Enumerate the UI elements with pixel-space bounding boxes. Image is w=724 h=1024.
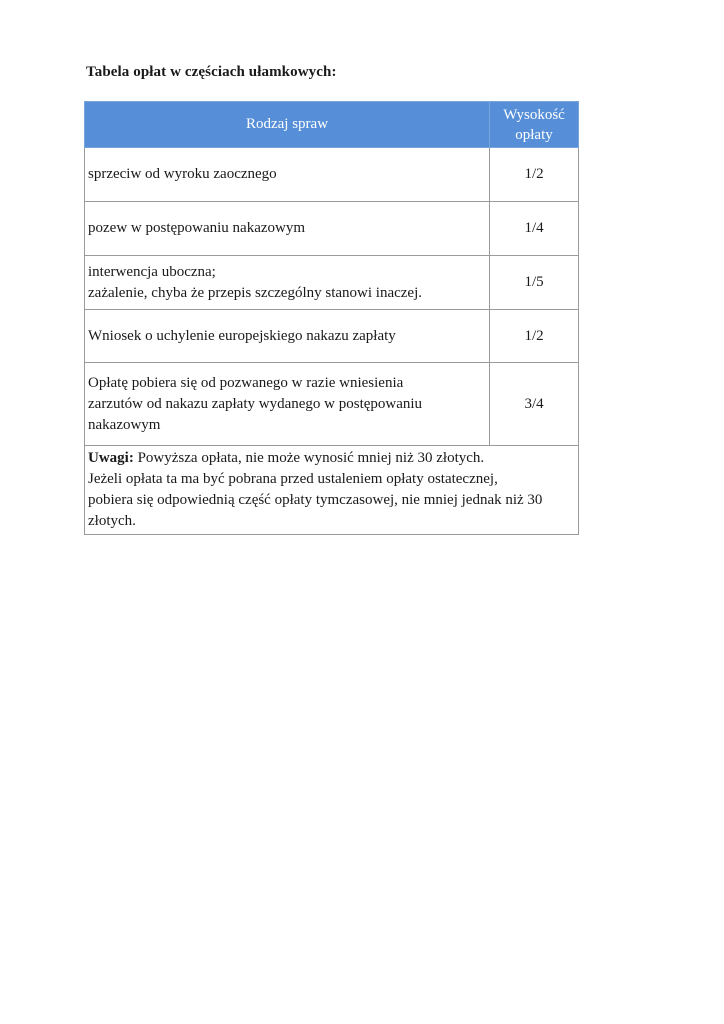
case-type-cell (85, 256, 490, 310)
notes-label: Uwagi: (88, 450, 134, 466)
case-type-text: Wniosek o uchylenie europejskiego nakazu zapłaty (88, 327, 396, 344)
notes-cell (85, 446, 579, 535)
fee-cell: 1/5 (490, 256, 579, 310)
table-row (85, 363, 579, 446)
notes-line (88, 448, 575, 469)
case-type-text: nakazowym (88, 416, 161, 433)
table-row (85, 148, 579, 202)
notes-row (85, 446, 579, 535)
fee-cell: 1/2 (490, 310, 579, 363)
table-row (85, 256, 579, 310)
notes-line: Jeżeli opłata ta ma być pobrana przed ustaleniem opłaty ostatecznej, (88, 471, 498, 487)
case-type-cell (85, 363, 490, 446)
table-row (85, 202, 579, 256)
column-header-case-type: Rodzaj spraw (85, 102, 490, 148)
case-type-cell (85, 310, 490, 363)
case-type-text: sprzeciw od wyroku zaocznego (88, 166, 277, 182)
case-type-cell (85, 202, 490, 256)
case-type-text: zarzutów od nakazu zapłaty wydanego w postępowaniu (88, 395, 423, 412)
column-header-fee (490, 102, 579, 148)
table-row (85, 310, 579, 363)
column-header-fee-line2: opłaty (515, 126, 553, 143)
table-header-row (85, 102, 579, 148)
case-type-text: Opłatę pobiera się od pozwanego w razie wniesienia (88, 374, 404, 391)
notes-line: złotych. (88, 513, 136, 529)
notes-line: pobiera się odpowiednią część opłaty tymczasowej, nie mniej jednak niż 30 (88, 492, 543, 508)
case-type-text: zażalenie, chyba że przepis szczególny stanowi inaczej. (88, 284, 422, 301)
fee-cell: 3/4 (490, 363, 579, 446)
notes-text: Powyższa opłata, nie może wynosić mniej niż 30 złotych. (133, 450, 485, 466)
column-header-fee-line1: Wysokość (503, 106, 565, 123)
page-title: Tabela opłat w częściach ułamkowych: (86, 64, 337, 80)
case-type-text: pozew w postępowaniu nakazowym (88, 220, 306, 236)
fee-table (84, 101, 579, 535)
fee-cell: 1/4 (490, 202, 579, 256)
case-type-text: interwencja uboczna; (88, 263, 216, 280)
fee-cell: 1/2 (490, 148, 579, 202)
case-type-cell (85, 148, 490, 202)
